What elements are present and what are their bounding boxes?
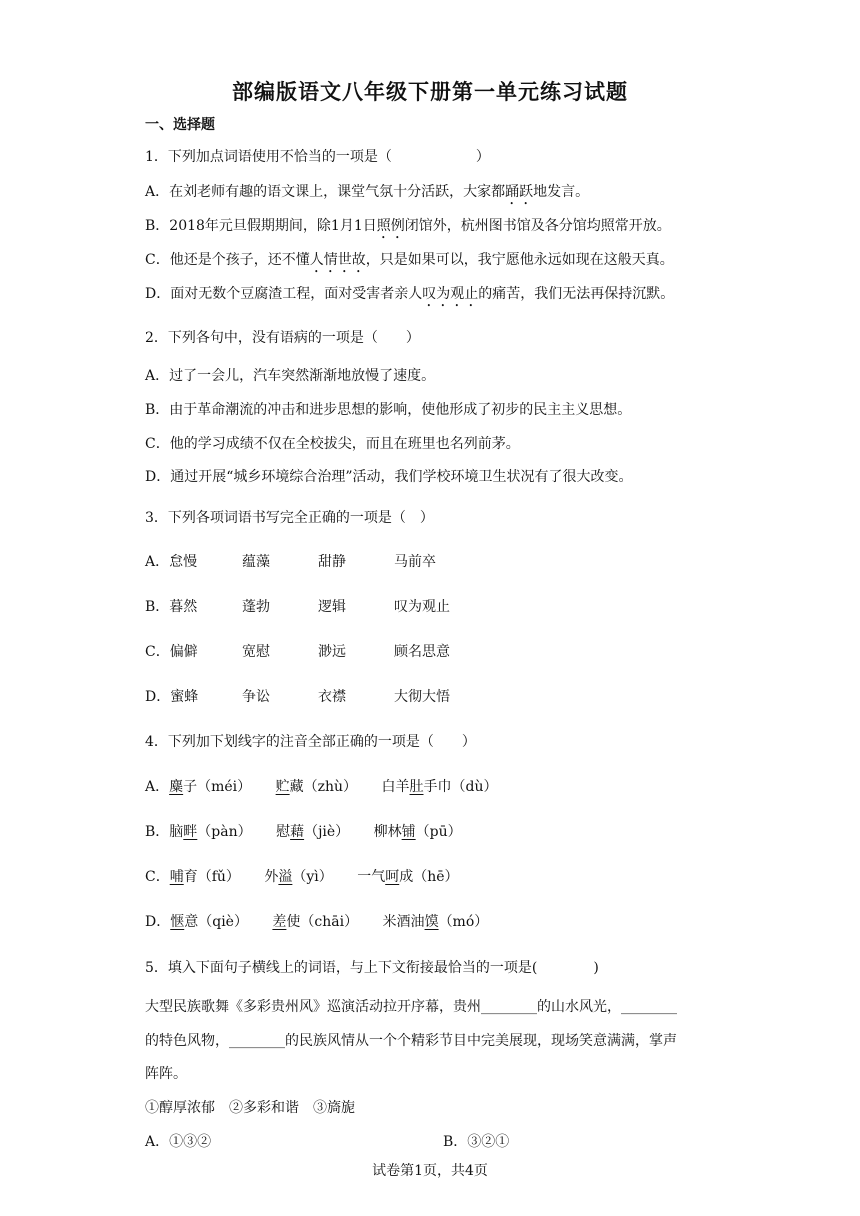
pinyin: 子（méi） bbox=[183, 779, 252, 795]
pinyin: （pū） bbox=[415, 824, 462, 840]
pinyin: 使（chāi） bbox=[286, 914, 359, 930]
question-5-passage-line-1: 大型民族歌舞《多彩贵州风》巡演活动拉开序幕，贵州________的山水风光，________ bbox=[145, 999, 677, 1015]
question-4-option-a bbox=[145, 776, 497, 796]
question-5-stem: 5．填入下面句子横线上的词语，与上下文衔接最恰当的一项是( ) bbox=[145, 960, 599, 976]
question-3-option-c bbox=[145, 641, 450, 661]
question-5-passage-line-3: 阵阵。 bbox=[145, 1066, 187, 1082]
question-4-stem: 4．下列加下划线字的注音全部正确的一项是（ ） bbox=[145, 734, 476, 750]
text: 外 bbox=[264, 869, 279, 885]
underlined-char: 贮 bbox=[275, 779, 290, 795]
page-title: 部编版语文八年级下册第一单元练习试题 bbox=[232, 80, 628, 104]
pinyin: 成（hē） bbox=[399, 869, 459, 885]
underlined-char: 惬 bbox=[170, 914, 185, 930]
dotted-word: 人情世故 bbox=[309, 252, 366, 268]
word: 争讼 bbox=[242, 689, 270, 705]
question-5-option-b: B．③②① bbox=[443, 1134, 510, 1150]
pinyin: 手巾（dù） bbox=[423, 779, 498, 795]
underlined-char: 麋 bbox=[169, 779, 184, 795]
question-2-option-d: D．通过开展“城乡环境综合治理”活动，我们学校环境卫生状况有了很大改变。 bbox=[145, 469, 633, 485]
question-1-option-c bbox=[145, 249, 674, 276]
word: 甜静 bbox=[318, 554, 346, 570]
question-3-stem: 3．下列各项词语书写完全正确的一项是（ ） bbox=[145, 510, 434, 526]
text: 一气 bbox=[357, 869, 386, 885]
underlined-char: 呵 bbox=[385, 869, 400, 885]
text: A． bbox=[145, 779, 170, 795]
word: 大彻大悟 bbox=[394, 689, 450, 705]
word: 顾名思意 bbox=[394, 644, 450, 660]
word: B．暮然 bbox=[145, 599, 198, 615]
question-5-passage-line-2: 的特色风物，________的民族风情从一个个精彩节目中完美展现，现场笑意满满，掌声 bbox=[145, 1033, 677, 1049]
question-1-option-a bbox=[145, 181, 589, 208]
option-text: 的痛苦，我们无法再保持沉默。 bbox=[478, 286, 675, 302]
question-5-option-a: A．①③② bbox=[145, 1134, 212, 1150]
underlined-char: 畔 bbox=[183, 824, 198, 840]
word: 蓬勃 bbox=[242, 599, 270, 615]
dotted-word: 叹为观止 bbox=[422, 286, 479, 302]
text: C． bbox=[145, 869, 170, 885]
pinyin: （yì） bbox=[292, 869, 333, 885]
text: 白羊 bbox=[381, 779, 410, 795]
option-text: C．他还是个孩子，还不懂 bbox=[145, 252, 310, 268]
underlined-char: 藉 bbox=[290, 824, 305, 840]
underlined-char: 差 bbox=[272, 914, 287, 930]
pinyin: 育（fǔ） bbox=[183, 869, 240, 885]
underlined-char: 溢 bbox=[278, 869, 293, 885]
word: 马前卒 bbox=[394, 554, 436, 570]
word: 渺远 bbox=[318, 644, 346, 660]
underlined-char: 馍 bbox=[424, 914, 439, 930]
dotted-word: 照例 bbox=[376, 218, 405, 234]
option-text: ，只是如果可以，我宁愿他永远如现在这般天真。 bbox=[365, 252, 674, 268]
question-3-option-d bbox=[145, 686, 450, 706]
option-text: A．在刘老师有趣的语文课上，课堂气氛十分活跃，大家都 bbox=[145, 184, 506, 200]
pinyin: 藏（zhù） bbox=[289, 779, 358, 795]
underlined-char: 肚 bbox=[409, 779, 424, 795]
option-text: B．2018年元旦假期期间，除1月1日 bbox=[145, 218, 377, 234]
word: C．偏僻 bbox=[145, 644, 198, 660]
question-4-option-d bbox=[145, 911, 488, 931]
question-2-option-a: A．过了一会儿，汽车突然渐渐地放慢了速度。 bbox=[145, 368, 436, 384]
page-footer: 试卷第1页，共4页 bbox=[372, 1163, 488, 1179]
question-3-option-a bbox=[145, 551, 436, 571]
dotted-word: 踊跃 bbox=[505, 184, 534, 200]
text: D． bbox=[145, 914, 171, 930]
text: B．脑 bbox=[145, 824, 184, 840]
word: 叹为观止 bbox=[394, 599, 450, 615]
option-text: D．面对无数个豆腐渣工程，面对受害者亲人 bbox=[145, 286, 423, 302]
word: D．蜜蜂 bbox=[145, 689, 199, 705]
pinyin: （pàn） bbox=[197, 824, 252, 840]
word: 宽慰 bbox=[242, 644, 270, 660]
question-2-stem: 2．下列各句中，没有语病的一项是（ ） bbox=[145, 330, 420, 346]
word: 衣襟 bbox=[318, 689, 346, 705]
pinyin: （mó） bbox=[438, 914, 489, 930]
question-5-word-options: ①醇厚浓郁 ②多彩和谐 ③旖旎 bbox=[145, 1100, 355, 1116]
text: 柳林 bbox=[373, 824, 402, 840]
question-1-stem: 1．下列加点词语使用不恰当的一项是（ ） bbox=[145, 149, 490, 165]
word: 逻辑 bbox=[318, 599, 346, 615]
question-4-option-b bbox=[145, 821, 462, 841]
section-heading: 一、选择题 bbox=[145, 117, 215, 133]
word: A．怠慢 bbox=[145, 554, 198, 570]
underlined-char: 哺 bbox=[169, 869, 184, 885]
pinyin: （jiè） bbox=[304, 824, 350, 840]
question-1-option-d bbox=[145, 283, 674, 310]
option-text: 地发言。 bbox=[533, 184, 590, 200]
question-2-option-b: B．由于革命潮流的冲击和进步思想的影响，使他形成了初步的民主主义思想。 bbox=[145, 402, 632, 418]
text: 慰 bbox=[276, 824, 291, 840]
text: 米酒油 bbox=[382, 914, 425, 930]
question-4-option-c bbox=[145, 866, 459, 886]
question-3-option-b bbox=[145, 596, 450, 616]
pinyin: 意（qiè） bbox=[184, 914, 248, 930]
word: 蕴藻 bbox=[242, 554, 270, 570]
option-text: 闭馆外，杭州图书馆及各分馆均照常开放。 bbox=[404, 218, 671, 234]
question-1-option-b bbox=[145, 215, 671, 242]
question-2-option-c: C．他的学习成绩不仅在全校拔尖，而且在班里也名列前茅。 bbox=[145, 436, 520, 452]
underlined-char: 铺 bbox=[401, 824, 416, 840]
